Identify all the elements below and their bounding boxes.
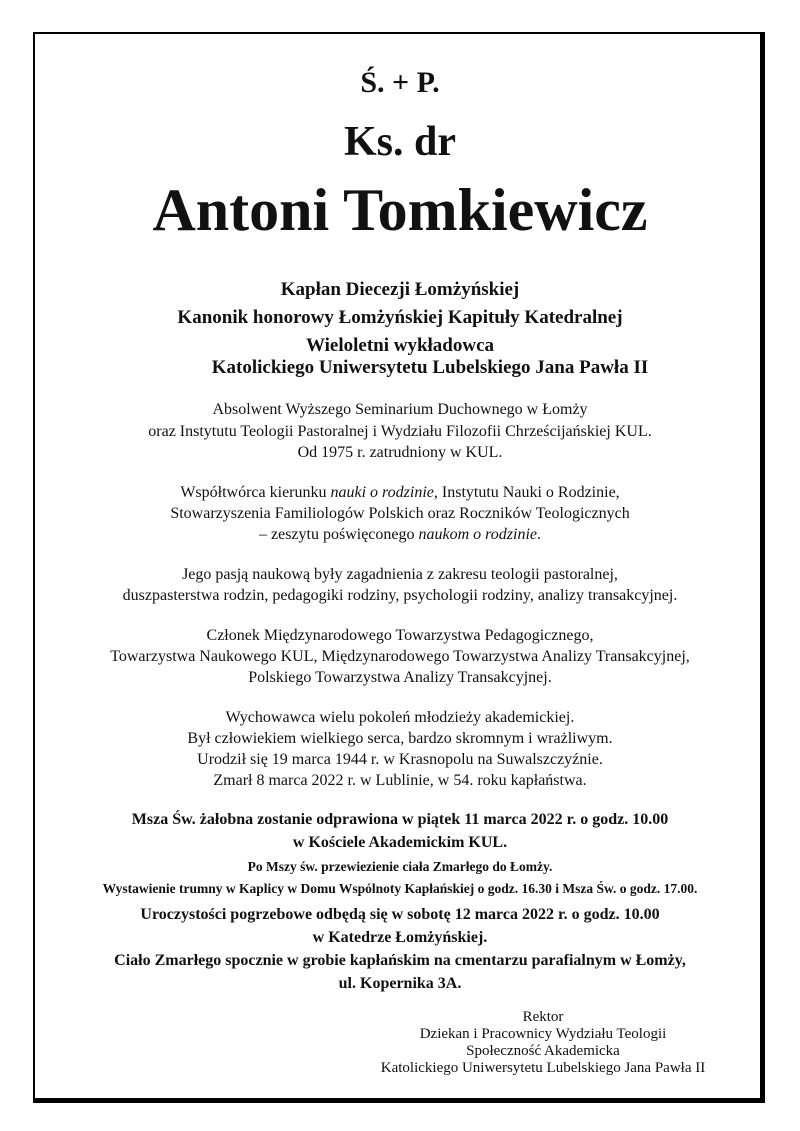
mass-line-3: Po Mszy św. przewiezienie ciała Zmarłego do Łomży. bbox=[247, 859, 553, 874]
title-line-2: Kanonik honorowy Łomżyńskiej Kapituły Katedralnej bbox=[177, 307, 623, 328]
deceased-name: Antoni Tomkiewicz bbox=[152, 177, 648, 243]
funeral-line-4: ul. Kopernika 3A. bbox=[338, 975, 462, 992]
bio2-text: – zeszytu poświęconego bbox=[258, 526, 419, 543]
bio2-text: . bbox=[537, 526, 542, 543]
funeral-line-3: Ciało Zmarłego spocznie w grobie kapłańskim na cmentarzu parafialnym w Łomży, bbox=[114, 952, 686, 969]
bio2-italic: naukom o rodzinie bbox=[418, 526, 538, 543]
bio5-line-1: Wychowawca wielu pokoleń młodzieży akademickiej. bbox=[225, 709, 575, 726]
clergy-title: Ks. dr bbox=[343, 119, 456, 165]
signature-line-1: Rektor bbox=[522, 1009, 564, 1025]
bio5-line-3: Urodził się 19 marca 1944 r. w Krasnopolu na Suwalszczyźnie. bbox=[197, 751, 603, 768]
bio4-line-2: Towarzystwa Naukowego KUL, Międzynarodowego Towarzystwa Analizy Transakcyjnej, bbox=[110, 648, 690, 665]
bio1-line-1: Absolwent Wyższego Seminarium Duchownego w Łomży bbox=[212, 401, 588, 418]
mass-line-1: Msza Św. żałobna zostanie odprawiona w piątek 11 marca 2022 r. o godz. 10.00 bbox=[131, 811, 669, 828]
bio1-line-2: oraz Instytutu Teologii Pastoralnej i Wydziału Filozofii Chrześcijańskiej KUL. bbox=[148, 423, 652, 440]
cross-abbreviation: Ś. + P. bbox=[360, 66, 440, 99]
mass-line-2: w Kościele Akademickim KUL. bbox=[292, 834, 508, 851]
bio2-line-3 bbox=[0, 526, 800, 544]
title-line-3: Wieloletni wykładowca bbox=[305, 335, 495, 356]
bio4-line-3: Polskiego Towarzystwa Analizy Transakcyjnej. bbox=[248, 669, 552, 686]
bio2-line-1 bbox=[0, 484, 800, 502]
bio3-line-2: duszpasterstwa rodzin, pedagogiki rodziny, psychologii rodziny, analizy transakcyjnej. bbox=[122, 587, 678, 604]
mass-line-4: Wystawienie trumny w Kaplicy w Domu Wspólnoty Kapłańskiej o godz. 16.30 i Msza Św. o godz. 17.00. bbox=[102, 881, 698, 896]
signature-line-4: Katolickiego Uniwersytetu Lubelskiego Jana Pawła II bbox=[380, 1060, 706, 1076]
bio3-line-1: Jego pasją naukową były zagadnienia z zakresu teologii pastoralnej, bbox=[182, 566, 618, 583]
bio2-text: , Instytutu Nauki o Rodzinie, bbox=[433, 484, 620, 501]
signature-line-2: Dziekan i Pracownicy Wydziału Teologii bbox=[419, 1026, 667, 1042]
bio5-line-4: Zmarł 8 marca 2022 r. w Lublinie, w 54. roku kapłaństwa. bbox=[213, 772, 587, 789]
funeral-line-1: Uroczystości pogrzebowe odbędą się w sobotę 12 marca 2022 r. o godz. 10.00 bbox=[140, 906, 660, 923]
signature-line-3: Społeczność Akademicka bbox=[466, 1043, 620, 1059]
bio2-text: Współtwórca kierunku bbox=[180, 484, 331, 501]
bio1-line-3: Od 1975 r. zatrudniony w KUL. bbox=[297, 444, 503, 461]
title-line-1: Kapłan Diecezji Łomżyńskiej bbox=[280, 279, 520, 300]
bio5-line-2: Był człowiekiem wielkiego serca, bardzo skromnym i wrażliwym. bbox=[187, 730, 613, 747]
title-line-4: Katolickiego Uniwersytetu Lubelskiego Jana Pawła II bbox=[211, 357, 649, 378]
bio4-line-1: Członek Międzynarodowego Towarzystwa Pedagogicznego, bbox=[206, 627, 594, 644]
bio2-italic: nauki o rodzinie bbox=[330, 484, 434, 501]
funeral-line-2: w Katedrze Łomżyńskiej. bbox=[312, 929, 488, 946]
bio2-line-2: Stowarzyszenia Familiologów Polskich oraz Roczników Teologicznych bbox=[170, 505, 630, 522]
